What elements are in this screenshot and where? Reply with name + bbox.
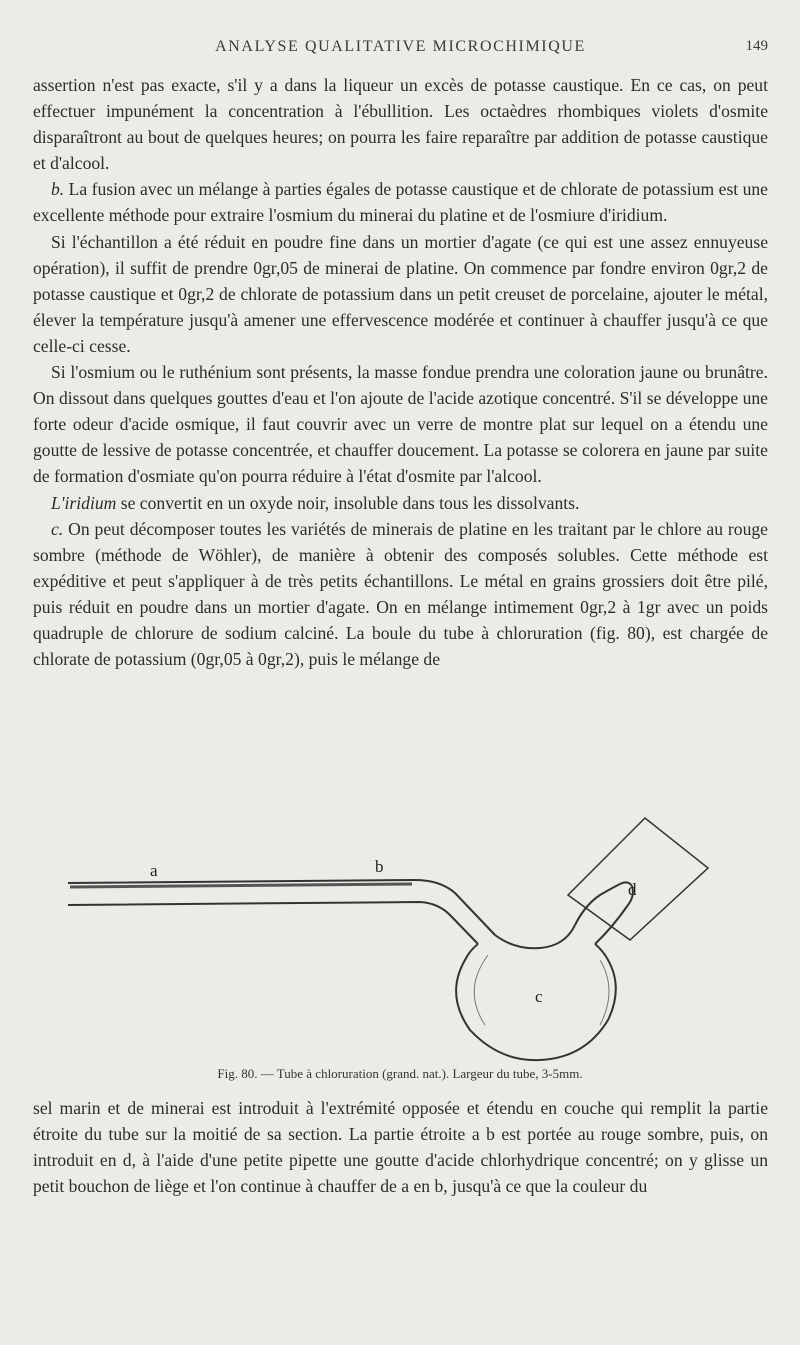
paragraph-marker: L'iridium [51, 492, 117, 513]
paragraph-marker: c. [51, 518, 64, 539]
label-d: d [628, 880, 637, 899]
side-neck [575, 882, 633, 944]
body-text-top [33, 72, 768, 672]
running-title: ANALYSE QUALITATIVE MICROCHIMIQUE [215, 38, 586, 55]
narrow-tube [68, 880, 495, 944]
paragraph: Si l'osmium ou le ruthénium sont présents, la masse fondue prendra une coloration jaune ou brunâtre. On dissout dans quelques gouttes d'eau et l'on ajoute de l'acide azotique concentré. S'il se développe une forte odeur d'acide osmique, il faut couvrir avec un verre de montre plat sur lequel on a étendu une goutte de lessive de potasse concentrée, et chauffer doucement. La potasse se colorera en jaune par suite de formation d'osmiate qu'on pourra réduire à l'état d'osmite par l'alcool. [33, 362, 768, 487]
running-header [33, 38, 768, 60]
page-number: 149 [745, 38, 768, 54]
paragraph: L'iridium se convertit en un oxyde noir, insoluble dans tous les dissolvants. [51, 492, 580, 513]
paragraph: c. On peut décomposer toutes les variétés de minerais de platine en les traitant par le chlore au rouge sombre (méthode de Wöhler), de manière à obtenir des composés solubles. Cette méthode est expéditive et peut s'appliquer à de très petits échantillons. Le métal en grains grossiers doit être pilé, puis réduit en poudre dans un mortier d'agate. On en mélange intimement 0gr,2 à 1gr avec un poids quadruple de chlorure de sodium calciné. La boule du tube à chloruration (fig. 80), est chargée de chlorate de potassium (0gr,05 à 0gr,2), puis le mélange de [33, 518, 768, 670]
label-c: c [535, 987, 543, 1006]
figure-80 [0, 812, 800, 1082]
label-a: a [150, 861, 158, 880]
label-b: b [375, 857, 384, 876]
figure-caption: Fig. 80. — Tube à chloruration (grand. nat.). Largeur du tube, 3-5mm. [217, 1066, 583, 1081]
paragraph: assertion n'est pas exacte, s'il y a dans la liqueur un excès de potasse caustique. En ce cas, on peut effectuer impunément la concentration à l'ébullition. Les octaèdres rhombiques violets d'osmite disparaîtront au bout de quelques heures; on pourra les faire reparaître par addition de potasse caustique et d'alcool. [33, 75, 768, 174]
paragraph: sel marin et de minerai est introduit à l'extrémité opposée et étendu en couche qui remplit la partie étroite du tube sur la moitié de sa section. La partie étroite a b est portée au rouge sombre, puis, on introduit en d, à l'aide d'une petite pipette une goutte d'acide chlorhydrique concentré; on y glisse un petit bouchon de liège et l'on continue à chauffer de a en b, jusqu'à ce que la couleur du [33, 1098, 768, 1197]
paragraph: Si l'échantillon a été réduit en poudre fine dans un mortier d'agate (ce qui est une assez ennuyeuse opération), il suffit de prendre 0gr,05 de minerai de platine. On commence par fondre environ 0gr,2 de potasse caustique et 0gr,2 de chlorate de potassium dans un petit creuset de porcelaine, ajouter le métal, élever la température jusqu'à amener une effervescence modérée et continuer à chauffer jusqu'à ce que celle-ci cesse. [33, 231, 768, 356]
cork-holder [568, 818, 708, 940]
paragraph: b. La fusion avec un mélange à parties égales de potasse caustique et de chlorate de potassium est une excellente méthode pour extraire l'osmium du minerai du platine et de l'osmiure d'iridium. [33, 179, 768, 226]
body-text-bottom [33, 1095, 768, 1199]
chloruration-tube-drawing [0, 812, 800, 1082]
paragraph-marker: b. [51, 179, 65, 200]
